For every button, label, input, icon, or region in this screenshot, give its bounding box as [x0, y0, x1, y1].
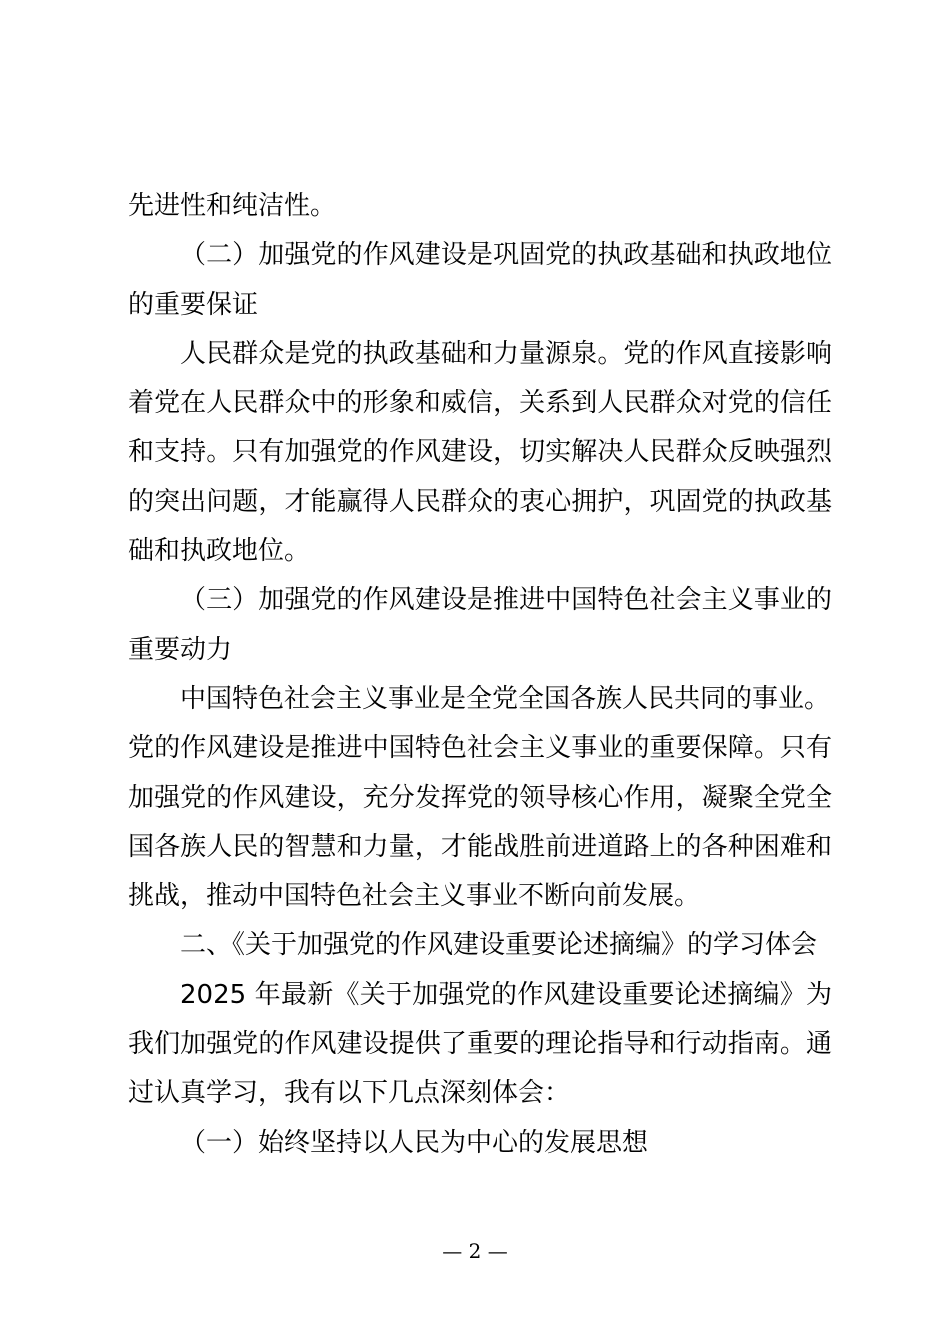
chapter-heading-line: 二、《关于加强党的作风建设重要论述摘编》的学习体会	[180, 930, 818, 961]
paragraph-continuation-line: 先进性和纯洁性。	[128, 191, 337, 221]
section-heading-line: （二）加强党的作风建设是巩固党的执政基础和执政地位	[180, 240, 832, 271]
paragraph-line: 中国特色社会主义事业是全党全国各族人民共同的事业。	[180, 683, 831, 714]
paragraph-line: 我们加强党的作风建设提供了重要的理论指导和行动指南。通	[128, 1029, 832, 1060]
paragraph-line: 着党在人民群众中的形象和威信，关系到人民群众对党的信任	[128, 388, 832, 419]
paragraph-line: 国各族人民的智慧和力量，才能战胜前进道路上的各种困难和	[128, 831, 832, 862]
section-heading-line: （三）加强党的作风建设是推进中国特色社会主义事业的	[180, 585, 832, 616]
section-heading-line: 重要动力	[128, 634, 233, 665]
paragraph-line: 党的作风建设是推进中国特色社会主义事业的重要保障。只有	[128, 733, 832, 764]
section-heading-line: 的重要保证	[128, 289, 259, 320]
section-heading-line: （一）始终坚持以人民为中心的发展思想	[180, 1127, 649, 1158]
paragraph-line: 过认真学习，我有以下几点深刻体会：	[128, 1078, 571, 1109]
paragraph-line: 的突出问题，才能赢得人民群众的衷心拥护，巩固党的执政基	[128, 486, 832, 517]
document-body	[128, 182, 832, 1168]
paragraph-line: 础和执政地位。	[128, 536, 311, 567]
paragraph-line: 加强党的作风建设，充分发挥党的领导核心作用，凝聚全党全	[128, 782, 832, 813]
paragraph-line: 人民群众是党的执政基础和力量源泉。党的作风直接影响	[180, 338, 832, 369]
paragraph-line: 和支持。只有加强党的作风建设，切实解决人民群众反映强烈	[128, 437, 832, 468]
paragraph-line: 挑战，推动中国特色社会主义事业不断向前发展。	[128, 881, 701, 912]
paragraph-line: 2025 年最新《关于加强党的作风建设重要论述摘编》为	[180, 979, 832, 1010]
page-number: — 2 —	[442, 1239, 508, 1263]
